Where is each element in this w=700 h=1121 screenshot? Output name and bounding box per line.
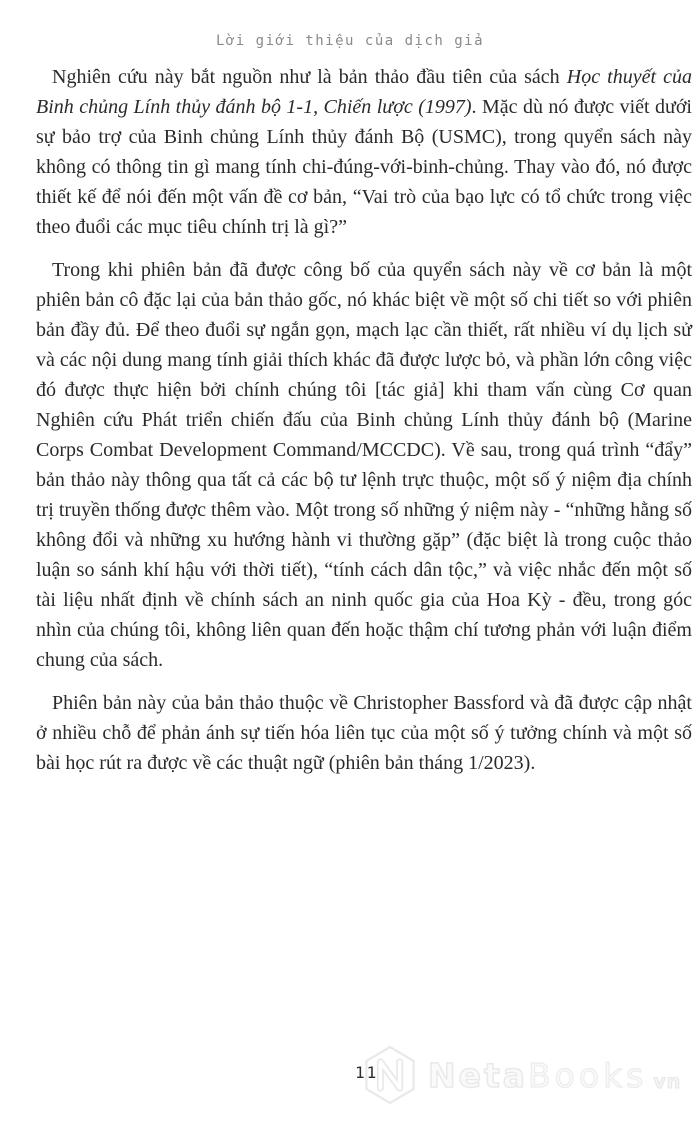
page-number: 11 [355,1063,379,1082]
paragraph-1 [36,62,692,242]
paragraph-1-text-after: . Mặc dù nó được viết dưới sự bảo trợ của Binh chủng Lính thủy đánh Bộ (USMC), trong quyển sách này không có thông tin gì mang tính chi-đúng-với-binh-chủng. Thay vào đó, nó được thiết kế để nói đến một vấn đề cơ bản, “Vai trò của bạo lực có tổ chức trong việc theo đuổi các mục tiêu chính trị là gì?” [36,96,692,238]
chapter-header: Lời giới thiệu của dịch giả [215,33,485,49]
paragraph-2: Trong khi phiên bản đã được công bố của quyển sách này về cơ bản là một phiên bản cô đặc lại của bản thảo gốc, nó khác biệt về một số chi tiết so với phiên bản đầy đủ. Để theo đuổi sự ngắn gọn, mạch lạc cần thiết, rất nhiều ví dụ lịch sử và các nội dung mang tính giải thích khác đã được lược bỏ, và phần lớn công việc đó được thực hiện bởi chính chúng tôi [tác giả] khi tham vấn cùng Cơ quan Nghiên cứu Phát triển chiến đấu của Binh chủng Lính thủy đánh bộ (Marine Corps Combat Development Command/MCCDC). Về sau, trong quá trình “đẩy” bản thảo này thông qua tất cả các bộ tư lệnh trực thuộc, một số ý niệm địa chính trị truyền thống được thêm vào. Một trong số những ý niệm này - “những hằng số không đổi và những xu hướng hành vi thường gặp” (đặc biệt là trong cuộc thảo luận so sánh khí hậu với thời tiết), “tính cách dân tộc,” và việc nhắc đến một số tài liệu nhất định về chính sách an ninh quốc gia của Hoa Kỳ - đều, trong góc nhìn của chúng tôi, không liên quan đến hoặc thậm chí tương phản với luận điểm chung của sách. [36,259,692,671]
watermark-vn-suffix: vn [653,1071,682,1093]
watermark-brand-text [428,1056,647,1095]
book-title-italic: Học thuyết của Binh chủng Lính thủy đánh bộ 1-1, Chiến lược (1997) [36,66,692,118]
body-text [36,62,692,791]
paragraph-3: Phiên bản này của bản thảo thuộc về Christopher Bassford và đã được cập nhật ở nhiều chỗ để phản ánh sự tiến hóa liên tục của một số ý tưởng chính và một số bài học rút ra được về các thuật ngữ (phiên bản tháng 1/2023). [36,692,692,774]
netabooks-watermark [362,1043,681,1107]
watermark-books: Books [528,1055,648,1095]
paragraph-1-text-before: Nghiên cứu này bắt nguồn như là bản thảo đầu tiên của sách [52,66,567,88]
watermark-neta: Neta [428,1055,529,1095]
